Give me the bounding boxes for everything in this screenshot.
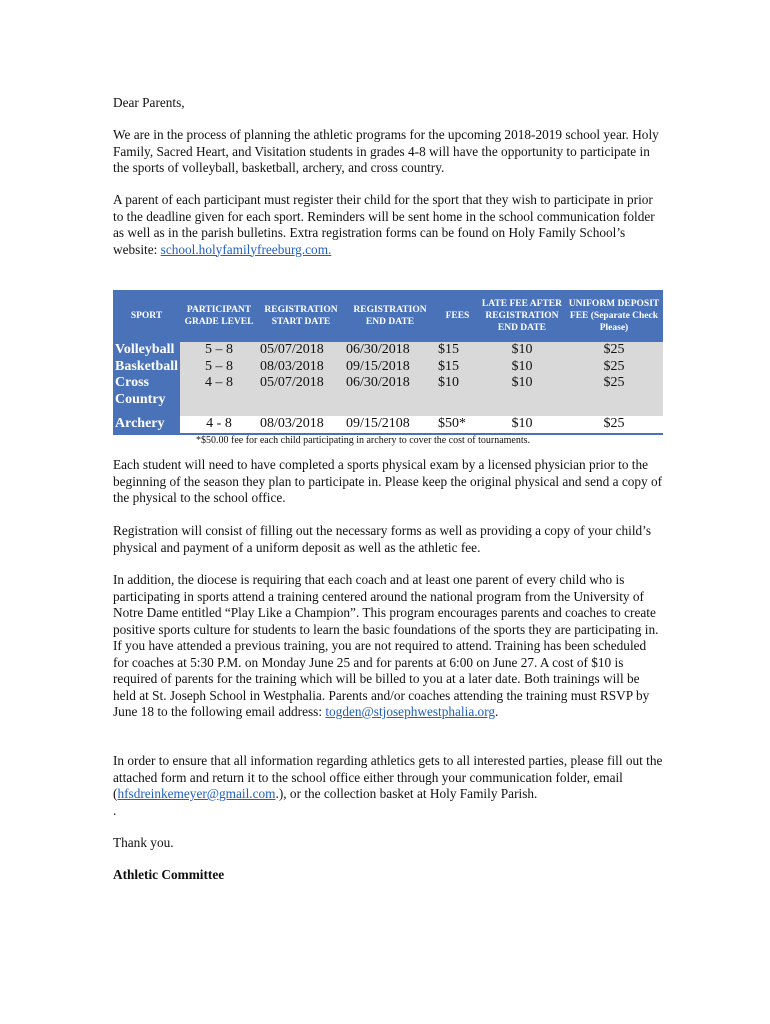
closing: Thank you. — [113, 835, 174, 850]
fees-cell: $10 — [436, 375, 479, 416]
header-end-date: REGISTRATION END DATE — [344, 290, 436, 342]
end-cell: 09/15/2018 — [344, 359, 436, 376]
fees-cell: $50* — [437, 416, 466, 431]
sport-cell: Volleyball — [113, 342, 180, 359]
signature: Athletic Committee — [113, 867, 225, 882]
header-grade: PARTICIPANT GRADE LEVEL — [180, 290, 258, 342]
end-cell: 09/15/2108 — [345, 416, 410, 431]
greeting: Dear Parents, — [113, 95, 185, 110]
registration-paragraph-text: A parent of each participant must register their child for the sport that they wish to participate in prior to the deadline given for each sport. Reminders will be sent home in the school communication folder as well as in the parish bulletins. Extra registration forms can be found on Holy Family School’s website: — [113, 192, 655, 257]
sport-cell: Basketball — [115, 358, 179, 374]
training-paragraph-text: In addition, the diocese is requiring that each coach and at least one parent of every child who is participating in sports attend a training centered around the national program from the University of Notre Dame entitled “Play Like a Champion”. This program encourages parents and coaches to create positive sports culture for students to learn the basic foundations of the sports they are participating in. If you have attended a previous training, you are not required to attend. Training has been scheduled for coaches at 5:30 P.M. on Monday June 25 and for parents at 6:00 on June 27. A cost of $10 is required of parents for the training which will be billed to you at a later date. Both trainings will be held at St. Joseph School in Westphalia. Parents and/or coaches attending the training must RSVP by June 18 to the following email address: — [113, 572, 659, 719]
table-footnote: *$50.00 fee for each child participating in archery to cover the cost of tournaments. — [113, 433, 663, 447]
end-cell: 06/30/2018 — [344, 375, 436, 416]
late-cell: $10 — [479, 375, 565, 416]
school-website-link[interactable]: school.holyfamilyfreeburg.com. — [160, 241, 332, 257]
uniform-cell: $25 — [565, 342, 663, 359]
header-late-fee: LATE FEE AFTER REGISTRATION END DATE — [479, 290, 565, 342]
attached-form-paragraph — [113, 753, 663, 803]
table-header-row — [113, 290, 663, 342]
start-cell: 05/07/2018 — [258, 375, 344, 416]
training-paragraph-end: . — [495, 704, 499, 719]
rsvp-email-link[interactable]: togden@stjosephwestphalia.org — [325, 704, 496, 719]
start-cell: 05/07/2018 — [258, 342, 344, 359]
attached-form-text: In order to ensure that all information regarding athletics gets to all interested parties, please fill out the attached form and return it to the school office either through your communication folder, email ( — [113, 753, 663, 801]
sports-table — [113, 290, 663, 433]
grade-cell: 5 – 8 — [180, 359, 258, 376]
grade-cell: 5 – 8 — [180, 342, 258, 359]
sports-table-block — [113, 290, 663, 447]
header-uniform-fee: UNIFORM DEPOSIT FEE (Separate Check Please) — [565, 290, 663, 342]
training-paragraph — [113, 572, 663, 721]
fees-cell: $15 — [436, 342, 479, 359]
sport-cell: Cross Country — [113, 375, 180, 416]
grade-cell: 4 – 8 — [180, 375, 258, 416]
registration-requirements-paragraph: Registration will consist of filling out the necessary forms as well as providing a copy of your child’s physical and payment of a uniform deposit as well as the athletic fee. — [113, 523, 652, 555]
uniform-cell: $25 — [565, 375, 663, 416]
table-row — [113, 416, 663, 433]
grade-cell: 4 - 8 — [206, 416, 232, 431]
sport-cell: Archery — [113, 416, 180, 433]
start-cell: 08/03/2018 — [258, 359, 344, 376]
late-cell: $10 — [511, 416, 533, 431]
registration-paragraph — [113, 192, 663, 258]
header-sport: SPORT — [113, 290, 180, 342]
intro-paragraph: We are in the process of planning the athletic programs for the upcoming 2018-2019 school year. Holy Family, Sacred Heart, and Visitation students in grades 4-8 will have the opportunity to participate in the sports of volleyball, basketball, archery, and cross country. — [113, 127, 659, 175]
stray-period: . — [113, 803, 117, 818]
fees-cell: $15 — [436, 359, 479, 376]
end-cell: 06/30/2018 — [344, 342, 436, 359]
attached-form-end: .), or the collection basket at Holy Family Parish. — [275, 786, 538, 801]
physical-paragraph: Each student will need to have completed a sports physical exam by a licensed physician prior to the beginning of the season they plan to participate in. Please keep the original physical and send a copy of the physical to the school office. — [113, 457, 663, 505]
header-fees: FEES — [436, 290, 479, 342]
table-row — [113, 375, 663, 416]
uniform-cell: $25 — [565, 359, 663, 376]
table-row — [113, 359, 663, 376]
header-start-date: REGISTRATION START DATE — [258, 290, 344, 342]
uniform-cell: $25 — [603, 416, 625, 431]
start-cell: 08/03/2018 — [260, 416, 324, 431]
late-cell: $10 — [479, 342, 565, 359]
late-cell: $10 — [479, 359, 565, 376]
office-email-link[interactable]: hfsdreinkemeyer@gmail.com — [117, 786, 276, 801]
table-row — [113, 342, 663, 359]
